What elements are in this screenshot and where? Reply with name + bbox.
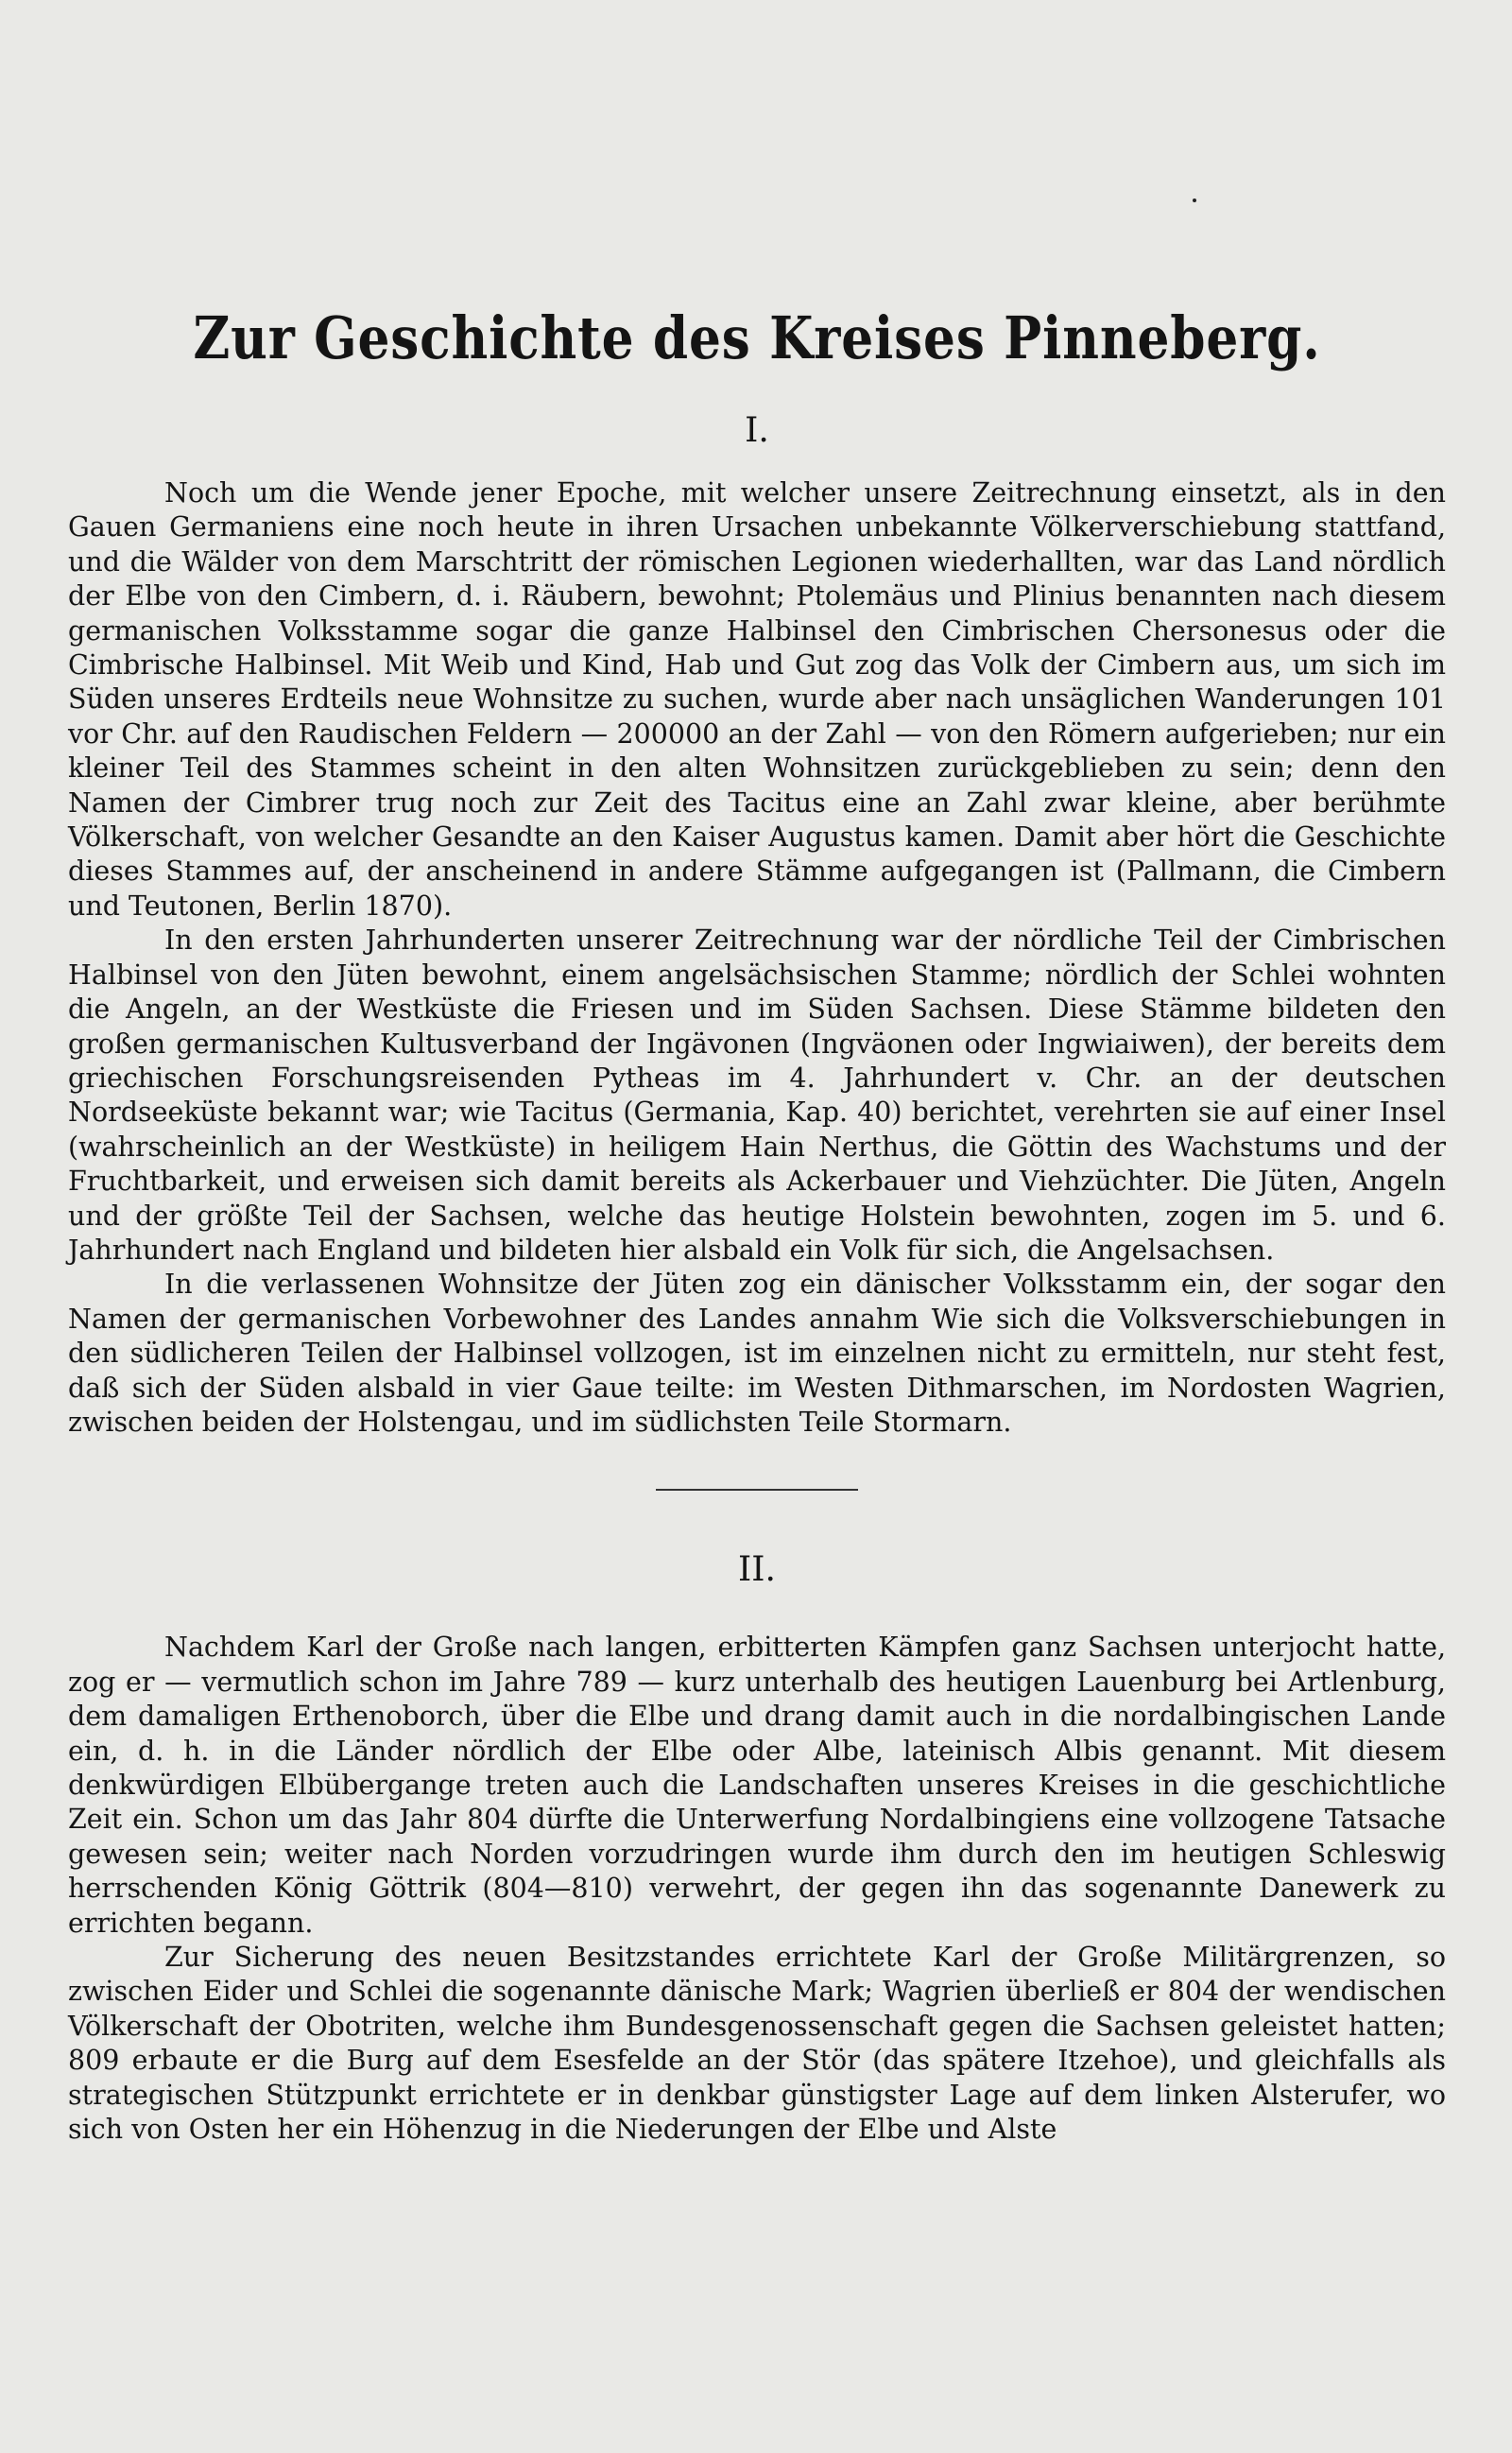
section-divider xyxy=(656,1489,858,1491)
section-2-paragraph-1: Nachdem Karl der Große nach langen, erbitterten Kämpfen ganz Sachsen unterjocht hatte, zog er — vermutlich schon im Jahre 789 — kurz unterhalb des heutigen Lauenburg bei Artlenburg, dem damaligen Erthenoborch, über die Elbe und drang damit auch in die nordalbingischen Lande ein, d. h. in die Länder nördlich der Elbe oder Albe, lateinisch Albis genannt. Mit diesem denkwürdigen Elbübergange treten auch die Landschaften unseres Kreises in die geschichtliche Zeit ein. Schon um das Jahr 804 dürfte die Unterwerfung Nordalbingiens eine vollzogene Tatsache gewesen sein; weiter nach Norden vorzudringen wurde ihm durch den im heutigen Schleswig herrschenden König Göttrik (804—810) verwehrt, der gegen ihn das sogenannte Danewerk zu errichten begann. xyxy=(68,1632,1446,1939)
section-2-body xyxy=(68,1631,1446,2147)
page-title: Zur Geschichte des Kreises Pinneberg. xyxy=(193,303,1321,372)
section-1-paragraph-1: Noch um die Wende jener Epoche, mit welcher unsere Zeitrechnung einsetzt, als in den Gauen Germaniens eine noch heute in ihren Ursachen unbekannte Völkerverschiebung stattfand, und die Wälder von dem Marschtritt der römischen Legionen wiederhallten, war das Land nördlich der Elbe von den Cimbern, d. i. Räubern, bewohnt; Ptolemäus und Plinius benannten nach diesem germanischen Volksstamme sogar die ganze Halbinsel den Cimbrischen Chersonesus oder die Cimbrische Halbinsel. Mit Weib und Kind, Hab und Gut zog das Volk der Cimbern aus, um sich im Süden unseres Erdteils neue Wohnsitze zu suchen, wurde aber nach unsäglichen Wanderungen 101 vor Chr. auf den Raudischen Feldern — 200000 an der Zahl — von den Römern aufgerieben; nur ein kleiner Teil des Stammes scheint in den alten Wohnsitzen zurückgeblieben zu sein; denn den Namen der Cimbrer trug noch zur Zeit des Tacitus eine an Zahl zwar kleine, aber berühmte Völkerschaft, von welcher Gesandte an den Kaiser Augustus kamen. Damit aber hört die Geschichte dieses Stammes auf, der anscheinend in andere Stämme aufgegangen ist (Pallmann, die Cimbern und Teutonen, Berlin 1870). xyxy=(68,477,1446,922)
section-2-paragraph-2: Zur Sicherung des neuen Besitzstandes errichtete Karl der Große Militärgrenzen, so zwischen Eider und Schlei die sogenannte dänische Mark; Wagrien überließ er 804 der wendischen Völkerschaft der Obotriten, welche ihm Bundesgenossenschaft gegen die Sachsen geleistet hatten; 809 erbaute er die Burg auf dem Esesfelde an der Stör (das spätere Itzehoe), und gleichfalls als strategischen Stützpunkt errichtete er in denkbar günstigster Lage auf dem linken Alsterufer, wo sich von Osten her ein Höhenzug in die Niederungen der Elbe und Alste xyxy=(68,1942,1446,2146)
section-number-1: I. xyxy=(745,411,769,450)
section-1-paragraph-3: In die verlassenen Wohnsitze der Jüten zog ein dänischer Volksstamm ein, der sogar den Namen der germanischen Vorbewohner des Landes annahm Wie sich die Volksverschiebungen in den südlicheren Teilen der Halbinsel vollzogen, ist im einzelnen nicht zu ermitteln, nur steht fest, daß sich der Süden alsbald in vier Gaue teilte: im Westen Dithmarschen, im Nordosten Wagrien, zwischen beiden der Holstengau, und im südlichsten Teile Stormarn. xyxy=(68,1269,1446,1438)
section-number-2: II. xyxy=(738,1550,776,1590)
section-1-body xyxy=(68,476,1446,1440)
section-1-paragraph-2: In den ersten Jahrhunderten unserer Zeitrechnung war der nördliche Teil der Cimbrischen Halbinsel von den Jüten bewohnt, einem angelsächsischen Stamme; nördlich der Schlei wohnten die Angeln, an der Westküste die Friesen und im Süden Sachsen. Diese Stämme bildeten den großen germanischen Kultusverband der Ingävonen (Ingväonen oder Ingwiaiwen), der bereits dem griechischen Forschungsreisenden Pytheas im 4. Jahrhundert v. Chr. an der deutschen Nordseeküste bekannt war; wie Tacitus (Germania, Kap. 40) berichtet, verehrten sie auf einer Insel (wahrscheinlich an der Westküste) in heiligem Hain Nerthus, die Göttin des Wachstums und der Fruchtbarkeit, und erweisen sich damit bereits als Ackerbauer und Viehzüchter. Die Jüten, Angeln und der größte Teil der Sachsen, welche das heutige Holstein bewohnten, zogen im 5. und 6. Jahrhundert nach England und bildeten hier alsbald ein Volk für sich, die Angelsachsen. xyxy=(68,924,1446,1266)
